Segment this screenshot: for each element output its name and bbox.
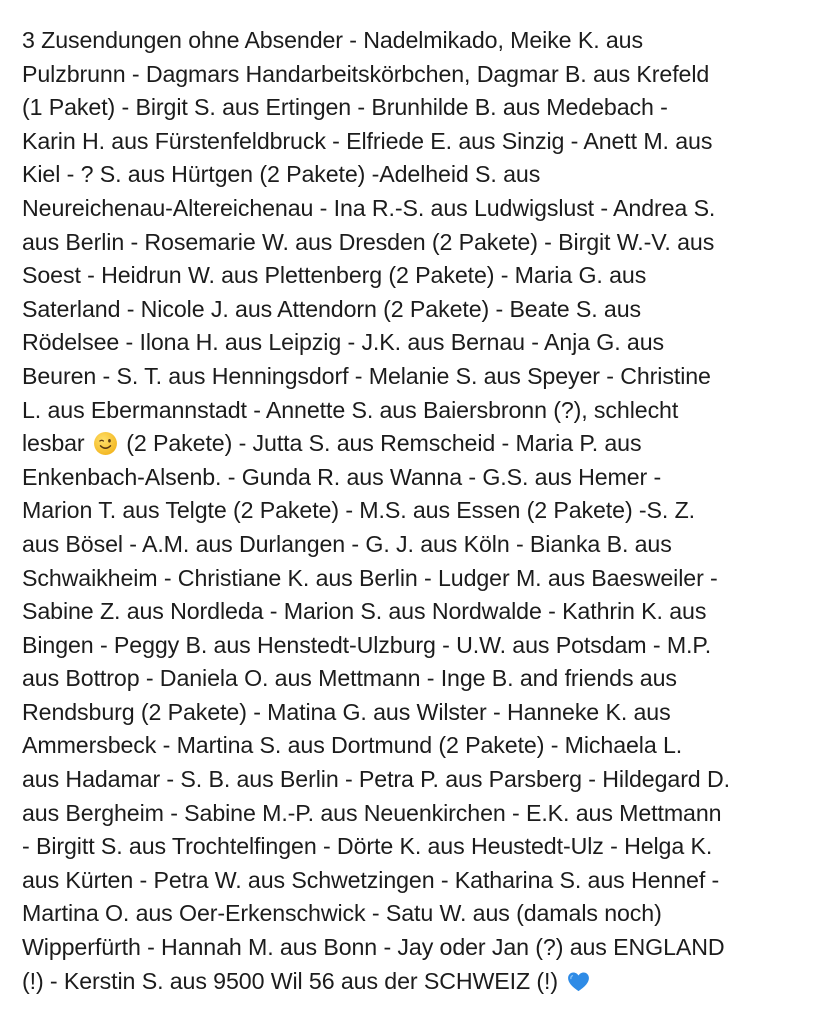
blue-heart-icon [566, 969, 591, 994]
post-line-3: (1 Paket) - Birgit S. aus Ertingen - Brunhilde B. aus Medebach - [22, 94, 668, 121]
post-line-13-start: lesbar [22, 430, 85, 457]
post-line-15: Marion T. aus Telgte (2 Pakete) - M.S. aus Essen (2 Pakete) -S. Z. [22, 497, 695, 524]
post-line-6: Neureichenau-Altereichenau - Ina R.-S. aus Ludwigslust - Andrea S. [22, 194, 716, 221]
post-line-13 [22, 427, 802, 461]
post-line-22: Ammersbeck - Martina S. aus Dortmund (2 Pakete) - Michaela L. [22, 732, 683, 759]
post-line-5: Kiel - ? S. aus Hürtgen (2 Pakete) -Adelheid S. aus [22, 161, 541, 188]
post-line-25: - Birgitt S. aus Trochtelfingen - Dörte K. aus Heustedt-Ulz - Helga K. [22, 833, 713, 860]
post-line-26: aus Kürten - Petra W. aus Schwetzingen - Katharina S. aus Hennef - [22, 866, 720, 893]
post-line-8: Soest - Heidrun W. aus Plettenberg (2 Pakete) - Maria G. aus [22, 262, 647, 289]
post-line-2: Pulzbrunn - Dagmars Handarbeitskörbchen, Dagmar B. aus Krefeld [22, 60, 710, 87]
post-line-19: Bingen - Peggy B. aus Henstedt-Ulzburg - U.W. aus Potsdam - M.P. [22, 631, 712, 658]
post-line-24: aus Bergheim - Sabine M.-P. aus Neuenkirchen - E.K. aus Mettmann [22, 799, 722, 826]
post-line-17: Schwaikheim - Christiane K. aus Berlin - Ludger M. aus Baesweiler - [22, 564, 718, 591]
post-line-20: aus Bottrop - Daniela O. aus Mettmann - Inge B. and friends aus [22, 665, 677, 692]
post-line-28: Wipperfürth - Hannah M. aus Bonn - Jay oder Jan (?) aus ENGLAND [22, 934, 725, 961]
post-line-11: Beuren - S. T. aus Henningsdorf - Melanie S. aus Speyer - Christine [22, 362, 711, 389]
post-line-1: 3 Zusendungen ohne Absender - Nadelmikado, Meike K. aus [22, 27, 643, 53]
post-line-27: Martina O. aus Oer-Erkenschwick - Satu W. aus (damals noch) [22, 900, 662, 927]
post-line-16: aus Bösel - A.M. aus Durlangen - G. J. aus Köln - Bianka B. aus [22, 530, 672, 557]
post-line-9: Saterland - Nicole J. aus Attendorn (2 Pakete) - Beate S. aus [22, 295, 642, 322]
post-line-23: aus Hadamar - S. B. aus Berlin - Petra P. aus Parsberg - Hildegard D. [22, 766, 730, 793]
post-line-10: Rödelsee - Ilona H. aus Leipzig - J.K. aus Bernau - Anja G. aus [22, 329, 665, 356]
post-line-12: L. aus Ebermannstadt - Annette S. aus Baiersbronn (?), schlecht [22, 396, 679, 423]
post-text [22, 24, 802, 1009]
post-line-4: Karin H. aus Fürstenfeldbruck - Elfriede E. aus Sinzig - Anett M. aus [22, 127, 713, 154]
post-line-7: aus Berlin - Rosemarie W. aus Dresden (2 Pakete) - Birgit W.-V. aus [22, 228, 715, 255]
post-line-14: Enkenbach-Alsenb. - Gunda R. aus Wanna - G.S. aus Hemer - [22, 463, 662, 490]
post-line-13-end: (2 Pakete) - Jutta S. aus Remscheid - Maria P. aus [126, 430, 642, 457]
post-line-29 [22, 965, 802, 999]
post-line-21: Rendsburg (2 Pakete) - Matina G. aus Wilster - Hanneke K. aus [22, 698, 671, 725]
post-line-18: Sabine Z. aus Nordleda - Marion S. aus Nordwalde - Kathrin K. aus [22, 598, 707, 625]
post-line-29-text: (!) - Kerstin S. aus 9500 Wil 56 aus der SCHWEIZ (!) [22, 967, 558, 994]
winking-face-icon [93, 431, 118, 456]
